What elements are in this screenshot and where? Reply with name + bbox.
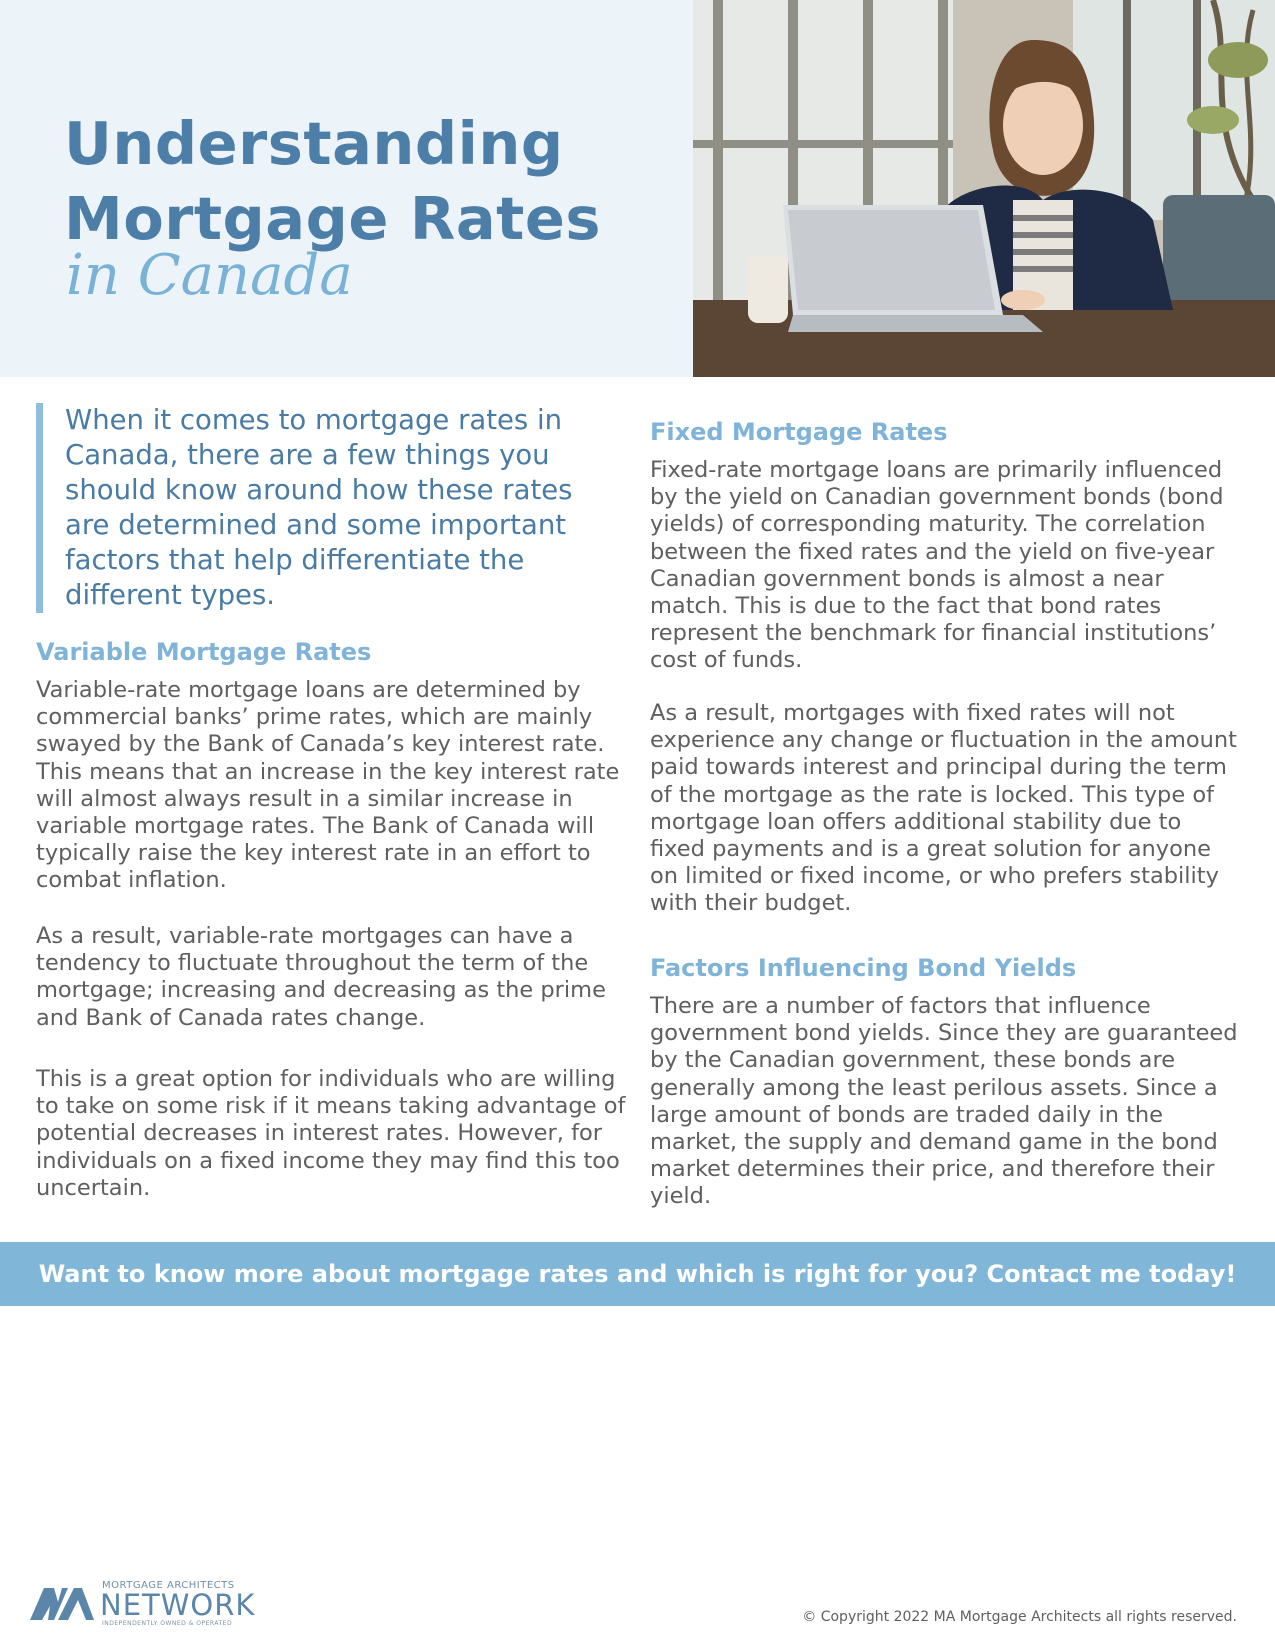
woman-laptop-photo [693,0,1275,377]
mortgage-architects-logo-icon [28,1584,96,1622]
variable-paragraph-3: This is a great option for individuals who are willing to take on some risk if it means taking advantage of potential decreases in interest rates. However, for individuals on a fixed income they may find this too uncertain. [36,1066,626,1201]
logo-main-text: NETWORK [100,1588,256,1622]
variable-paragraph-1: Variable-rate mortgage loans are determined by commercial banks’ prime rates, which are mainly swayed by the Bank of Canada’s key interest rate. This means that an increase in the key interest rate will almost always result in a similar increase in variable mortgage rates. The Bank of Canada will typically raise the key interest rate in an effort to combat inflation. [36,677,620,894]
company-logo [28,1578,258,1626]
page-title-line-2: Mortgage Rates [64,184,601,253]
bond-yields-heading: Factors Influencing Bond Yields [650,954,1077,982]
intro-callout: When it comes to mortgage rates in Canada, there are a few things you should know around how these rates are determined and some important factors that help differentiate the different types. [36,403,616,613]
variable-paragraph-2: As a result, variable-rate mortgages can have a tendency to fluctuate throughout the term of the mortgage; increasing and decreasing as the prime and Bank of Canada rates change. [36,923,606,1031]
fixed-paragraph-2: As a result, mortgages with fixed rates will not experience any change or fluctuation in the amount paid towards interest and principal during the term of the mortgage as the rate is locked. This type of mortgage loan offers additional stability due to fixed payments and is a great solution for anyone on limited or fixed income, or who prefers stability with their budget. [650,700,1237,917]
header-title-panel [0,0,693,377]
copyright-notice: © Copyright 2022 MA Mortgage Architects all rights reserved. [802,1609,1237,1625]
bond-yields-paragraph: There are a number of factors that influence government bond yields. Since they are guaranteed by the Canadian government, these bonds are generally among the least perilous assets. Since a large amount of bonds are traded daily in the market, the supply and demand game in the bond market determines their price, and therefore their yield. [650,993,1238,1210]
logo-top-text: MORTGAGE ARCHITECTS [102,1580,235,1591]
contact-cta-banner[interactable] [0,1242,1275,1306]
fixed-paragraph-1: Fixed-rate mortgage loans are primarily influenced by the yield on Canadian government bonds (bond yields) of corresponding maturity. The correlation between the fixed rates and the yield on five-year Canadian government bonds is almost a near match. This is due to the fact that bond rates represent the benchmark for financial institutions’ cost of funds. [650,457,1224,674]
logo-sub-text: INDEPENDENTLY OWNED & OPERATED [102,1620,233,1627]
page-subtitle-script: in Canada [66,243,353,308]
header [0,0,1275,377]
contact-cta-text: Want to know more about mortgage rates and which is right for you? Contact me today! [38,1260,1237,1288]
variable-rates-heading: Variable Mortgage Rates [36,638,372,666]
page-title [64,106,684,256]
page-title-line-1: Understanding [64,109,564,178]
fixed-rates-heading: Fixed Mortgage Rates [650,418,948,446]
